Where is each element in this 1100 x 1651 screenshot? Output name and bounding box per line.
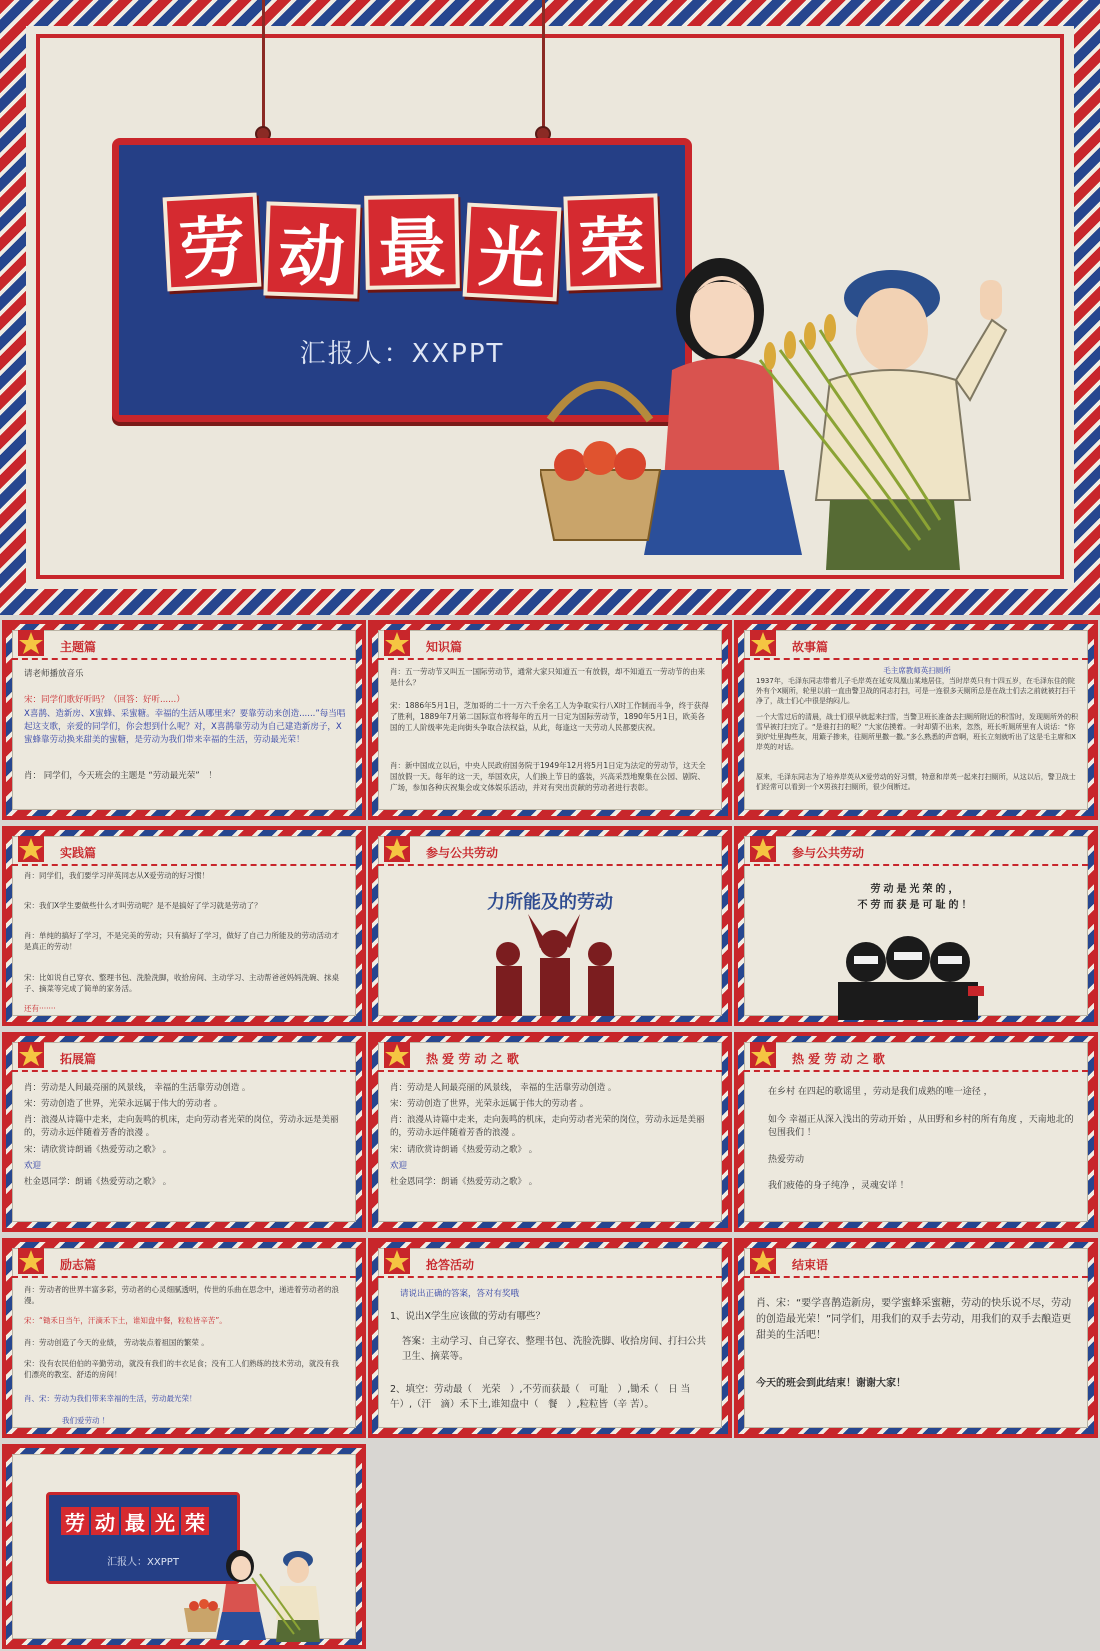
slide-line: 宋：“锄禾日当午，汗滴禾下土，谁知盘中餐，粒粒皆辛苦”。 — [24, 1316, 227, 1325]
slide-caption: 不劳而获是可耻的！ — [857, 900, 975, 911]
slide-thumb-expand[interactable] — [2, 1032, 366, 1232]
slide-line: 答案：主动学习、自己穿衣、整理书包、洗脸洗脚、收拾房间、打扫公共卫生、摘菜等。 — [402, 1336, 707, 1362]
star-badge-icon — [748, 1246, 778, 1276]
slide-line: 宋：没有农民伯伯的辛勤劳动，就没有我们的丰衣足食；没有工人们熟练的技术劳动，就没有我们漂亮的教室、舒适的房间！ — [24, 1359, 339, 1379]
slide-bullet: 在乡村 在四起的歌谣里 ，劳动是我们成熟的唯一途径 ， — [768, 1087, 993, 1097]
slide-line: 宋：我们X学生要做些什么才叫劳动呢？是不是搞好了学习就是劳动了？ — [24, 901, 262, 910]
slide-header — [378, 1248, 722, 1278]
slide-title: 参与公共劳动 — [792, 846, 865, 860]
slide-line: 我们爱劳动 ！ — [62, 1416, 110, 1425]
slide-line: 请老师播放音乐 — [24, 669, 84, 679]
slide-header — [378, 836, 722, 866]
slide-thumb-cover-repeat[interactable] — [2, 1444, 366, 1649]
title-char: 动 — [91, 1507, 119, 1535]
slide-line: 肖：单纯的搞好了学习，不是完美的劳动；只有搞好了学习，做好了自己力所能及的劳动活动才是真正的劳动！ — [24, 931, 339, 951]
slide-subtitle: 毛主席教师英扫厕所 — [883, 666, 951, 675]
slide-line: 肖：新中国成立以后，中央人民政府国务院于1949年12月将5月1日定为法定的劳动节，这天全国放假一天。每年的这一天，举国欢庆，人们换上节日的盛装，兴高采烈地聚集在公园、剧院、广场，参加各种庆祝集会或文体娱乐活动，并对有突出贡献的劳动者进行表彰。 — [390, 761, 706, 792]
title-char: 光 — [151, 1507, 179, 1535]
slide-line: 肖：浪漫从诗篇中走来，走向轰鸣的机床，走向劳动者光荣的岗位，劳动永远是美丽的，劳动永远伴随着芳香的浪漫 。 — [24, 1115, 339, 1138]
workers-poster-illustration — [828, 926, 988, 1020]
slide-title: 知识篇 — [426, 640, 463, 654]
slide-title: 故事篇 — [792, 640, 829, 654]
slide-header — [744, 1248, 1088, 1278]
title-char: 最 — [364, 194, 460, 290]
slide-title: 热 爱 劳 动 之 歌 — [426, 1052, 519, 1066]
workers-illustration — [540, 250, 1060, 590]
slide-line: 杜金恩同学：朗诵《热爱劳动之歌》 。 — [390, 1177, 538, 1187]
star-badge-icon — [16, 628, 46, 658]
slide-title: 励志篇 — [60, 1258, 97, 1272]
slide-line: 肖：劳动是人间最亮丽的风景线， 幸福的生活靠劳动创造 。 — [390, 1083, 617, 1093]
slide-bullet: 如今 幸福正从深入浅出的劳动开始 ，从田野和乡村的所有角度 ，天南地北的包围我们 ！ — [768, 1115, 1074, 1138]
slide-line: 肖：劳动创造了今天的业绩， 劳动装点着祖国的繁荣 。 — [24, 1338, 209, 1347]
slide-title: 主题篇 — [60, 640, 97, 654]
title-char: 荣 — [181, 1507, 209, 1535]
slide-line: 杜金恩同学：朗诵《热爱劳动之歌》 。 — [24, 1177, 172, 1187]
slide-line: 1、说出X学生应该做的劳动有哪些？ — [390, 1311, 546, 1322]
slide-thumb-theme[interactable] — [2, 620, 366, 820]
slide-line: 宋：比如说自己穿衣、整理书包、洗脸洗脚，收拾房间、主动学习、主动帮爸爸妈妈洗碗、抹桌子、摘菜等完成了简单的家务活。 — [24, 973, 339, 993]
slide-line: 宋：请欣赏诗朗诵《热爱劳动之歌》 。 — [390, 1145, 538, 1155]
slide-line: 宋：1886年5月1日，芝加哥的二十一万六千余名工人为争取实行八X时工作制而斗争，终于获得了胜利，1889年7月第二国际宣布将每年的五月一日定为国际劳动节，1890年5月1日，欧美各国的工人阶级率先走向街头争取合法权益，从此，每逢这一天劳动人民都要庆祝。 — [390, 701, 709, 732]
slide-title: 热 爱 劳 动 之 歌 — [792, 1052, 885, 1066]
slide-header — [12, 1248, 356, 1278]
slide-thumb-song-1[interactable] — [368, 1032, 732, 1232]
slide-line: 肖：劳动是人间最亮丽的风景线， 幸福的生活靠劳动创造 。 — [24, 1083, 251, 1093]
star-badge-icon — [382, 628, 412, 658]
slide-line: 原来，毛泽东同志为了培养岸英从X爱劳动的好习惯，特意和岸英一起来打扫厕所，从这以后，警卫战士们经常可以看到一个X男孩打扫厕所，很少间断过。 — [756, 773, 1076, 791]
slide-bullet: 我们疲倦的身子纯净 ，灵魂安详 ！ — [768, 1181, 909, 1191]
slide-header — [12, 630, 356, 660]
slide-line: 请说出正确的答案，答对有奖哦 — [400, 1289, 520, 1299]
slide-line: 肖、宋：“要学喜鹊造新房，要学蜜蜂采蜜糖，劳动的快乐说不尽，劳动的创造最光荣！”同学们，用我们的双手去劳动，用我们的双手去酿造更甜美的生活吧！ — [756, 1298, 1072, 1341]
slide-title: 实践篇 — [60, 846, 97, 860]
slide-caption: 力所能及的劳动 — [487, 892, 613, 913]
title-char: 最 — [121, 1507, 149, 1535]
slide-thumb-public-labor-1[interactable] — [368, 826, 732, 1026]
star-badge-icon — [748, 628, 778, 658]
slide-header — [12, 1042, 356, 1072]
slide-caption: 劳动是光荣的， — [870, 884, 962, 895]
slide-line: 欢迎 — [390, 1161, 408, 1171]
title-char: 劳 — [61, 1507, 89, 1535]
slide-line: 还有······· — [24, 1004, 56, 1013]
slide-header — [744, 836, 1088, 866]
slide-header — [744, 630, 1088, 660]
slide-line: 肖：劳动者的世界丰富多彩，劳动者的心灵细腻透明，传世的乐曲在思念中，递进着劳动者的浪漫。 — [24, 1285, 339, 1305]
slide-header — [12, 836, 356, 866]
slide-line: 宋：请欣赏诗朗诵《热爱劳动之歌》 。 — [24, 1145, 172, 1155]
workers-silhouette-illustration — [468, 914, 640, 1018]
slide-title: 拓展篇 — [60, 1052, 97, 1066]
slide-title: 参与公共劳动 — [426, 846, 499, 860]
slide-line: 宋：同学们歌好听吗？（回答：好听......） — [24, 695, 185, 705]
slide-thumb-practice[interactable] — [2, 826, 366, 1026]
title-char: 荣 — [563, 193, 660, 290]
title-char: 动 — [263, 201, 360, 298]
slide-line: X喜鹊、造新房、X蜜蜂、采蜜糖。幸福的生活从哪里来？要靠劳动来创造......”每当唱起这支歌，亲爱的同学们，你会想到什么呢？对，X喜鹊靠劳动为自己建造新房子，X蜜蜂靠劳动换来甜美的蜜糖，是劳动为我们带来幸福的生活，劳动最光荣！ — [24, 709, 346, 745]
reporter-label: 汇报人：XXPPT — [107, 1557, 179, 1568]
hero-slide[interactable] — [0, 0, 1100, 615]
star-badge-icon — [382, 1040, 412, 1070]
slide-bullet: 热爱劳动 — [768, 1155, 805, 1165]
slide-thumb-song-2[interactable] — [734, 1032, 1098, 1232]
star-badge-icon — [16, 1246, 46, 1276]
workers-illustration-small — [182, 1548, 362, 1644]
slide-header — [378, 1042, 722, 1072]
slide-thumb-closing[interactable] — [734, 1238, 1098, 1438]
title-char: 光 — [463, 203, 562, 302]
title-char: 劳 — [163, 193, 262, 292]
hanging-rope-left — [262, 0, 265, 128]
slide-line: 肖：浪漫从诗篇中走来，走向轰鸣的机床，走向劳动者光荣的岗位，劳动永远是美丽的，劳动永远伴随着芳香的浪漫 。 — [390, 1115, 705, 1138]
slide-thumb-inspire[interactable] — [2, 1238, 366, 1438]
slide-line: 1937年，毛泽东同志带着儿子毛岸英在延安凤凰山某地居住，当时岸英只有十四五岁，在毛泽东住的院外有个X厕所，轮里以前一直由警卫战的同志打扫，可是一连很多天厕所总是在战士们去之前就被打扫干净了，战士们心中很是纳闷儿。 — [756, 677, 1076, 705]
slide-line: 肖、宋：劳动为我们带来幸福的生活，劳动最光荣！ — [24, 1394, 197, 1403]
mini-title — [61, 1507, 209, 1535]
slide-line: 宋：劳动创造了世界，光荣永远属于伟大的劳动者 。 — [24, 1099, 223, 1109]
star-badge-icon — [382, 1246, 412, 1276]
slide-thumb-public-labor-2[interactable] — [734, 826, 1098, 1026]
slide-line: 一个大雪过后的清晨，战士们很早就起来扫雪，当警卫班长准备去扫厕所附近的积雪时，发现厕所外的积雪早被打扫完了。“是谁打扫的呢？”大家估摸着。一时却猜不出来，忽然，班长听厕所里有人说话：“你到炉灶里掏些灰，用簸子掺来，往厕所里撒一撒。”多么熟悉的声音啊，班长立刻就听出了这是毛主席和X岸英的对话。 — [756, 713, 1078, 751]
star-badge-icon — [382, 834, 412, 864]
slide-title: 抢答活动 — [426, 1258, 475, 1272]
slide-thumb-knowledge[interactable] — [368, 620, 732, 820]
slide-line: 2、填空：劳动最（ 光荣 ）,不劳而获最（ 可耻 ）,锄禾（ 日 当 午）,（汗 滴）禾下土,谁知盘中（ 餐 ）,粒粒皆（辛 苦）。 — [390, 1384, 691, 1410]
slide-line: 欢迎 — [24, 1161, 42, 1171]
slide-line: 肖：五一劳动节又叫五一国际劳动节，通常大家只知道五一有放假，却不知道五一劳动节的由来是什么？ — [390, 667, 705, 687]
slide-header — [744, 1042, 1088, 1072]
star-badge-icon — [748, 834, 778, 864]
reporter-label: 汇报人：XXPPT — [299, 339, 505, 369]
slide-thumb-quiz[interactable] — [368, 1238, 732, 1438]
hanging-rope-right — [542, 0, 545, 128]
star-badge-icon — [748, 1040, 778, 1070]
slide-title: 结束语 — [792, 1258, 829, 1272]
star-badge-icon — [16, 834, 46, 864]
slide-line: 今天的班会到此结束！谢谢大家！ — [756, 1378, 906, 1389]
star-badge-icon — [16, 1040, 46, 1070]
slide-thumb-story[interactable] — [734, 620, 1098, 820]
slide-line: 肖： 同学们，今天班会的主题是 “劳动最光荣” ！ — [24, 771, 217, 781]
slide-line: 宋：劳动创造了世界，光荣永远属于伟大的劳动者 。 — [390, 1099, 589, 1109]
slide-header — [378, 630, 722, 660]
slide-line: 肖：同学们，我们要学习岸英同志从X爱劳动的好习惯！ — [24, 871, 210, 880]
